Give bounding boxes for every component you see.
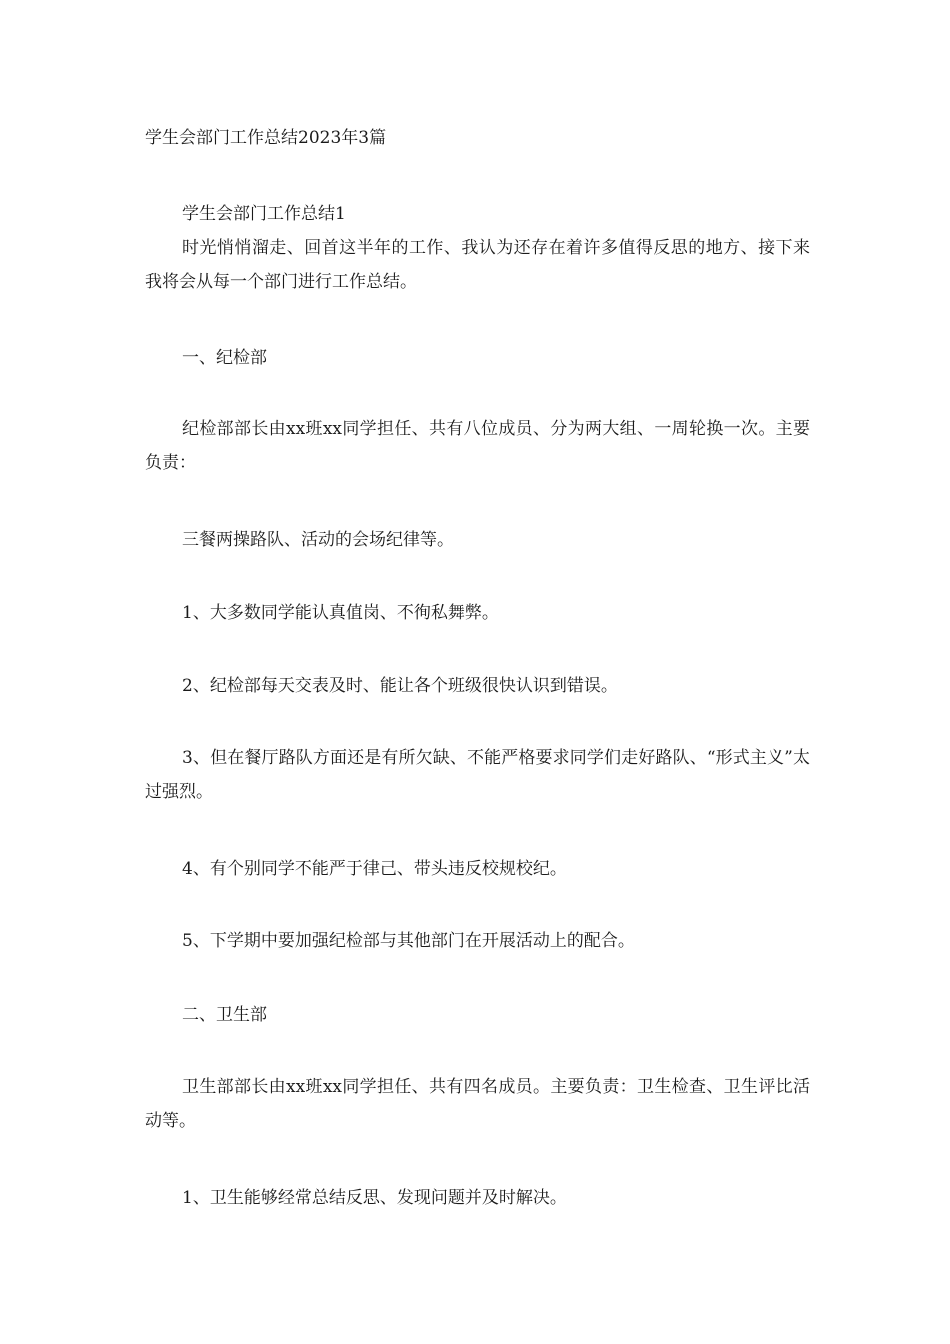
discipline-duties: 三餐两操路队、活动的会场纪律等。 bbox=[182, 530, 454, 550]
intro-paragraph: 时光悄悄溜走、回首这半年的工作、我认为还存在着许多值得反思的地方、接下来我将会从每一个部门进行工作总结。 bbox=[145, 238, 810, 292]
hygiene-item-1: 1、卫生能够经常总结反思、发现问题并及时解决。 bbox=[182, 1188, 567, 1208]
discipline-item-4: 4、有个别同学不能严于律己、带头违反校规校纪。 bbox=[182, 859, 567, 879]
section-heading-summary-1: 学生会部门工作总结1 bbox=[182, 204, 346, 224]
discipline-item-2: 2、纪检部每天交表及时、能让各个班级很快认识到错误。 bbox=[182, 676, 618, 696]
discipline-item-3: 3、但在餐厅路队方面还是有所欠缺、不能严格要求同学们走好路队、“形式主义”太过强烈。 bbox=[145, 748, 810, 802]
discipline-item-5: 5、下学期中要加强纪检部与其他部门在开展活动上的配合。 bbox=[182, 931, 635, 951]
discipline-description: 纪检部部长由xx班xx同学担任、共有八位成员、分为两大组、一周轮换一次。主要负责： bbox=[145, 419, 810, 473]
section-heading-hygiene: 二、卫生部 bbox=[182, 1005, 267, 1025]
document-title: 学生会部门工作总结2023年3篇 bbox=[145, 128, 387, 148]
section-heading-discipline: 一、纪检部 bbox=[182, 348, 267, 368]
hygiene-description: 卫生部部长由xx班xx同学担任、共有四名成员。主要负责：卫生检查、卫生评比活动等。 bbox=[145, 1077, 810, 1131]
discipline-item-1: 1、大多数同学能认真值岗、不徇私舞弊。 bbox=[182, 603, 499, 623]
